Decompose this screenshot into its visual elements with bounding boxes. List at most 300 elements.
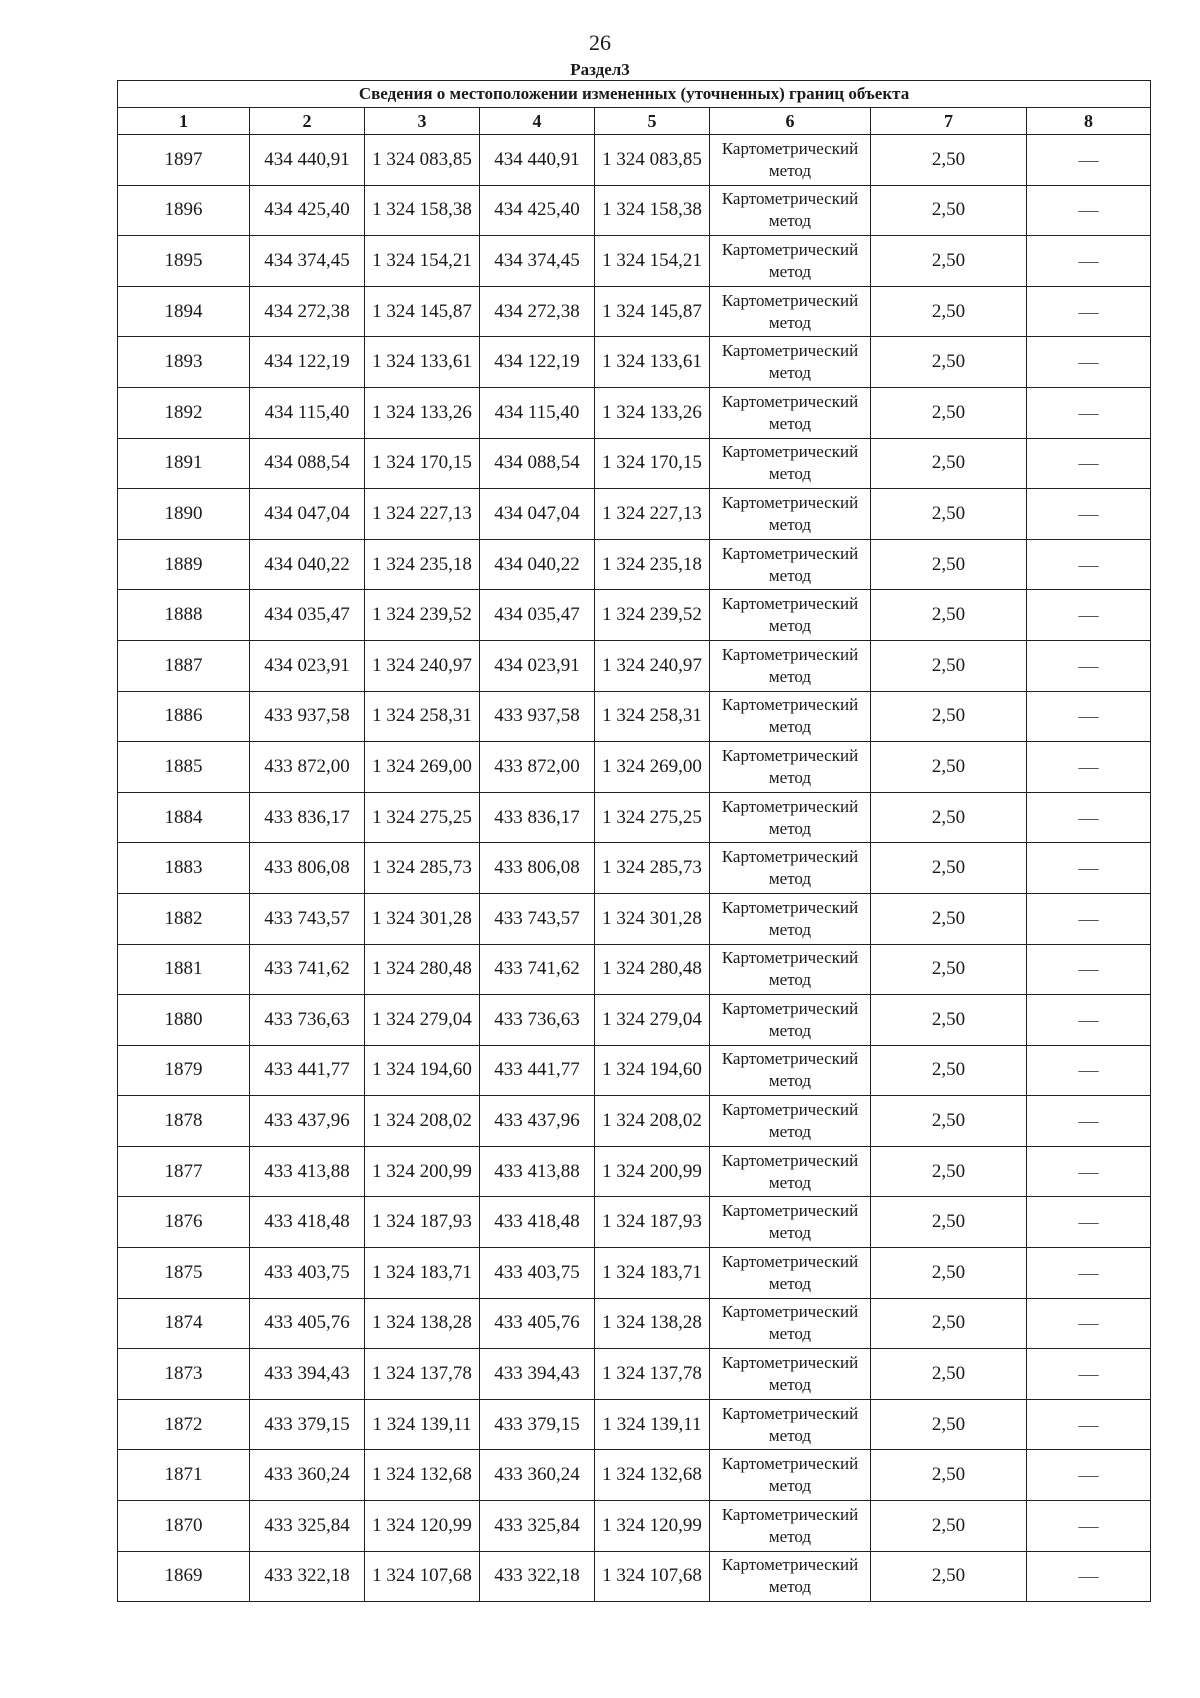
table-row	[118, 1045, 1151, 1096]
method-text: Картометрический метод	[721, 1403, 859, 1445]
point-number-cell: 1888	[118, 590, 250, 641]
x-coordinate-new-cell: 433 743,57	[480, 893, 595, 944]
point-number-cell: 1890	[118, 489, 250, 540]
table-row	[118, 1450, 1151, 1501]
y-coordinate-new-cell: 1 324 240,97	[595, 640, 710, 691]
x-coordinate-existing-cell: 433 403,75	[250, 1248, 365, 1299]
method-text: Картометрический метод	[721, 543, 859, 585]
x-coordinate-new-cell: 434 122,19	[480, 337, 595, 388]
note-cell: —	[1027, 539, 1151, 590]
x-coordinate-new-cell: 434 115,40	[480, 387, 595, 438]
method-text: Картометрический метод	[721, 1555, 859, 1597]
point-number-cell: 1869	[118, 1551, 250, 1602]
table-row	[118, 135, 1151, 186]
x-coordinate-new-cell: 433 836,17	[480, 792, 595, 843]
y-coordinate-new-cell: 1 324 132,68	[595, 1450, 710, 1501]
accuracy-cell: 2,50	[871, 539, 1027, 590]
note-cell: —	[1027, 387, 1151, 438]
y-coordinate-new-cell: 1 324 280,48	[595, 944, 710, 995]
x-coordinate-new-cell: 433 403,75	[480, 1248, 595, 1299]
x-coordinate-existing-cell: 433 741,62	[250, 944, 365, 995]
table-row	[118, 438, 1151, 489]
method-text: Картометрический метод	[721, 847, 859, 889]
x-coordinate-existing-cell: 433 437,96	[250, 1096, 365, 1147]
accuracy-cell: 2,50	[871, 944, 1027, 995]
y-coordinate-new-cell: 1 324 170,15	[595, 438, 710, 489]
x-coordinate-new-cell: 433 405,76	[480, 1298, 595, 1349]
accuracy-cell: 2,50	[871, 1501, 1027, 1552]
x-coordinate-new-cell: 434 035,47	[480, 590, 595, 641]
y-coordinate-new-cell: 1 324 154,21	[595, 236, 710, 287]
column-number: 7	[871, 108, 1027, 135]
x-coordinate-new-cell: 434 047,04	[480, 489, 595, 540]
point-number-cell: 1885	[118, 742, 250, 793]
x-coordinate-existing-cell: 434 023,91	[250, 640, 365, 691]
method-text: Картометрический метод	[721, 341, 859, 383]
note-cell: —	[1027, 843, 1151, 894]
note-cell: —	[1027, 489, 1151, 540]
table-row	[118, 236, 1151, 287]
table-row	[118, 286, 1151, 337]
y-coordinate-existing-cell: 1 324 227,13	[365, 489, 480, 540]
note-cell: —	[1027, 944, 1151, 995]
y-coordinate-new-cell: 1 324 194,60	[595, 1045, 710, 1096]
method-text: Картометрический метод	[721, 745, 859, 787]
y-coordinate-existing-cell: 1 324 269,00	[365, 742, 480, 793]
method-text: Картометрический метод	[721, 1454, 859, 1496]
accuracy-cell: 2,50	[871, 1248, 1027, 1299]
x-coordinate-existing-cell: 434 440,91	[250, 135, 365, 186]
note-cell: —	[1027, 640, 1151, 691]
point-number-cell: 1872	[118, 1399, 250, 1450]
x-coordinate-new-cell: 434 272,38	[480, 286, 595, 337]
x-coordinate-new-cell: 433 741,62	[480, 944, 595, 995]
note-cell: —	[1027, 236, 1151, 287]
method-cell	[710, 742, 871, 793]
table-row	[118, 893, 1151, 944]
method-text: Картометрический метод	[721, 1302, 859, 1344]
method-text: Картометрический метод	[721, 695, 859, 737]
method-cell	[710, 590, 871, 641]
accuracy-cell: 2,50	[871, 1349, 1027, 1400]
y-coordinate-new-cell: 1 324 145,87	[595, 286, 710, 337]
method-cell	[710, 1298, 871, 1349]
method-text: Картометрический метод	[721, 998, 859, 1040]
method-cell	[710, 489, 871, 540]
method-cell	[710, 1450, 871, 1501]
accuracy-cell: 2,50	[871, 843, 1027, 894]
y-coordinate-new-cell: 1 324 258,31	[595, 691, 710, 742]
table-row	[118, 1096, 1151, 1147]
x-coordinate-new-cell: 433 937,58	[480, 691, 595, 742]
point-number-cell: 1893	[118, 337, 250, 388]
method-cell	[710, 944, 871, 995]
x-coordinate-existing-cell: 434 122,19	[250, 337, 365, 388]
y-coordinate-existing-cell: 1 324 158,38	[365, 185, 480, 236]
y-coordinate-new-cell: 1 324 133,26	[595, 387, 710, 438]
method-cell	[710, 135, 871, 186]
method-cell	[710, 236, 871, 287]
method-text: Картометрический метод	[721, 239, 859, 281]
method-text: Картометрический метод	[721, 1504, 859, 1546]
point-number-cell: 1881	[118, 944, 250, 995]
accuracy-cell: 2,50	[871, 438, 1027, 489]
y-coordinate-new-cell: 1 324 139,11	[595, 1399, 710, 1450]
note-cell: —	[1027, 1399, 1151, 1450]
method-text: Картометрический метод	[721, 594, 859, 636]
table-row	[118, 539, 1151, 590]
accuracy-cell: 2,50	[871, 135, 1027, 186]
note-cell: —	[1027, 893, 1151, 944]
column-number: 1	[118, 108, 250, 135]
note-cell: —	[1027, 590, 1151, 641]
table-row	[118, 337, 1151, 388]
x-coordinate-existing-cell: 434 374,45	[250, 236, 365, 287]
note-cell: —	[1027, 1096, 1151, 1147]
method-cell	[710, 1349, 871, 1400]
coordinates-table	[117, 80, 1151, 1602]
method-cell	[710, 286, 871, 337]
column-number: 4	[480, 108, 595, 135]
accuracy-cell: 2,50	[871, 489, 1027, 540]
x-coordinate-new-cell: 433 322,18	[480, 1551, 595, 1602]
table-row	[118, 1146, 1151, 1197]
point-number-cell: 1891	[118, 438, 250, 489]
y-coordinate-existing-cell: 1 324 301,28	[365, 893, 480, 944]
x-coordinate-existing-cell: 434 115,40	[250, 387, 365, 438]
point-number-cell: 1884	[118, 792, 250, 843]
method-cell	[710, 1399, 871, 1450]
y-coordinate-existing-cell: 1 324 183,71	[365, 1248, 480, 1299]
note-cell: —	[1027, 337, 1151, 388]
x-coordinate-existing-cell: 433 736,63	[250, 995, 365, 1046]
y-coordinate-existing-cell: 1 324 258,31	[365, 691, 480, 742]
method-cell	[710, 1045, 871, 1096]
y-coordinate-existing-cell: 1 324 280,48	[365, 944, 480, 995]
accuracy-cell: 2,50	[871, 1096, 1027, 1147]
point-number-cell: 1889	[118, 539, 250, 590]
y-coordinate-existing-cell: 1 324 194,60	[365, 1045, 480, 1096]
accuracy-cell: 2,50	[871, 337, 1027, 388]
y-coordinate-existing-cell: 1 324 208,02	[365, 1096, 480, 1147]
method-cell	[710, 1197, 871, 1248]
column-number-row	[118, 108, 1151, 135]
x-coordinate-new-cell: 433 441,77	[480, 1045, 595, 1096]
method-cell	[710, 387, 871, 438]
y-coordinate-existing-cell: 1 324 132,68	[365, 1450, 480, 1501]
x-coordinate-new-cell: 434 023,91	[480, 640, 595, 691]
x-coordinate-new-cell: 433 394,43	[480, 1349, 595, 1400]
table-caption-row	[118, 81, 1151, 108]
point-number-cell: 1876	[118, 1197, 250, 1248]
method-text: Картометрический метод	[721, 1100, 859, 1142]
y-coordinate-new-cell: 1 324 183,71	[595, 1248, 710, 1299]
point-number-cell: 1875	[118, 1248, 250, 1299]
point-number-cell: 1874	[118, 1298, 250, 1349]
method-cell	[710, 995, 871, 1046]
table-row	[118, 742, 1151, 793]
x-coordinate-existing-cell: 433 413,88	[250, 1146, 365, 1197]
note-cell: —	[1027, 1298, 1151, 1349]
point-number-cell: 1894	[118, 286, 250, 337]
point-number-cell: 1870	[118, 1501, 250, 1552]
x-coordinate-existing-cell: 433 322,18	[250, 1551, 365, 1602]
x-coordinate-existing-cell: 433 360,24	[250, 1450, 365, 1501]
y-coordinate-existing-cell: 1 324 083,85	[365, 135, 480, 186]
table-row	[118, 640, 1151, 691]
method-text: Картометрический метод	[721, 492, 859, 534]
accuracy-cell: 2,50	[871, 691, 1027, 742]
y-coordinate-existing-cell: 1 324 240,97	[365, 640, 480, 691]
column-number: 8	[1027, 108, 1151, 135]
y-coordinate-new-cell: 1 324 083,85	[595, 135, 710, 186]
point-number-cell: 1882	[118, 893, 250, 944]
accuracy-cell: 2,50	[871, 1146, 1027, 1197]
method-text: Картометрический метод	[721, 1353, 859, 1395]
column-number: 3	[365, 108, 480, 135]
x-coordinate-new-cell: 433 437,96	[480, 1096, 595, 1147]
y-coordinate-new-cell: 1 324 239,52	[595, 590, 710, 641]
table-row	[118, 995, 1151, 1046]
y-coordinate-existing-cell: 1 324 279,04	[365, 995, 480, 1046]
x-coordinate-existing-cell: 434 047,04	[250, 489, 365, 540]
method-text: Картометрический метод	[721, 796, 859, 838]
y-coordinate-new-cell: 1 324 158,38	[595, 185, 710, 236]
method-cell	[710, 1146, 871, 1197]
table-row	[118, 1248, 1151, 1299]
y-coordinate-existing-cell: 1 324 239,52	[365, 590, 480, 641]
method-cell	[710, 1551, 871, 1602]
note-cell: —	[1027, 691, 1151, 742]
method-text: Картометрический метод	[721, 1251, 859, 1293]
accuracy-cell: 2,50	[871, 590, 1027, 641]
x-coordinate-existing-cell: 433 379,15	[250, 1399, 365, 1450]
method-text: Картометрический метод	[721, 1201, 859, 1243]
table-row	[118, 185, 1151, 236]
column-number: 5	[595, 108, 710, 135]
x-coordinate-new-cell: 434 440,91	[480, 135, 595, 186]
note-cell: —	[1027, 742, 1151, 793]
note-cell: —	[1027, 1551, 1151, 1602]
table-caption: Сведения о местоположении измененных (уточненных) границ объекта	[118, 81, 1151, 108]
table-row	[118, 843, 1151, 894]
y-coordinate-new-cell: 1 324 275,25	[595, 792, 710, 843]
x-coordinate-new-cell: 433 736,63	[480, 995, 595, 1046]
method-cell	[710, 691, 871, 742]
table-row	[118, 1197, 1151, 1248]
accuracy-cell: 2,50	[871, 236, 1027, 287]
x-coordinate-existing-cell: 434 088,54	[250, 438, 365, 489]
x-coordinate-existing-cell: 433 836,17	[250, 792, 365, 843]
y-coordinate-existing-cell: 1 324 285,73	[365, 843, 480, 894]
x-coordinate-new-cell: 433 360,24	[480, 1450, 595, 1501]
x-coordinate-new-cell: 434 374,45	[480, 236, 595, 287]
point-number-cell: 1880	[118, 995, 250, 1046]
point-number-cell: 1877	[118, 1146, 250, 1197]
y-coordinate-existing-cell: 1 324 200,99	[365, 1146, 480, 1197]
table-row	[118, 691, 1151, 742]
method-text: Картометрический метод	[721, 897, 859, 939]
x-coordinate-new-cell: 434 425,40	[480, 185, 595, 236]
method-text: Картометрический метод	[721, 442, 859, 484]
method-text: Картометрический метод	[721, 138, 859, 180]
y-coordinate-existing-cell: 1 324 275,25	[365, 792, 480, 843]
table-row	[118, 387, 1151, 438]
accuracy-cell: 2,50	[871, 640, 1027, 691]
accuracy-cell: 2,50	[871, 995, 1027, 1046]
y-coordinate-existing-cell: 1 324 170,15	[365, 438, 480, 489]
y-coordinate-new-cell: 1 324 285,73	[595, 843, 710, 894]
point-number-cell: 1887	[118, 640, 250, 691]
accuracy-cell: 2,50	[871, 1450, 1027, 1501]
x-coordinate-new-cell: 433 418,48	[480, 1197, 595, 1248]
y-coordinate-new-cell: 1 324 187,93	[595, 1197, 710, 1248]
method-text: Картометрический метод	[721, 391, 859, 433]
table-row	[118, 1349, 1151, 1400]
y-coordinate-new-cell: 1 324 227,13	[595, 489, 710, 540]
y-coordinate-existing-cell: 1 324 133,26	[365, 387, 480, 438]
method-text: Картометрический метод	[721, 948, 859, 990]
method-text: Картометрический метод	[721, 644, 859, 686]
y-coordinate-existing-cell: 1 324 187,93	[365, 1197, 480, 1248]
x-coordinate-existing-cell: 433 394,43	[250, 1349, 365, 1400]
x-coordinate-existing-cell: 433 325,84	[250, 1501, 365, 1552]
point-number-cell: 1883	[118, 843, 250, 894]
x-coordinate-existing-cell: 433 937,58	[250, 691, 365, 742]
page-number: 26	[589, 30, 611, 55]
x-coordinate-existing-cell: 433 806,08	[250, 843, 365, 894]
y-coordinate-existing-cell: 1 324 120,99	[365, 1501, 480, 1552]
table-row	[118, 489, 1151, 540]
note-cell: —	[1027, 1146, 1151, 1197]
note-cell: —	[1027, 185, 1151, 236]
note-cell: —	[1027, 995, 1151, 1046]
y-coordinate-new-cell: 1 324 133,61	[595, 337, 710, 388]
y-coordinate-existing-cell: 1 324 133,61	[365, 337, 480, 388]
method-cell	[710, 1248, 871, 1299]
y-coordinate-existing-cell: 1 324 139,11	[365, 1399, 480, 1450]
note-cell: —	[1027, 286, 1151, 337]
table-row	[118, 1551, 1151, 1602]
note-cell: —	[1027, 1045, 1151, 1096]
y-coordinate-existing-cell: 1 324 138,28	[365, 1298, 480, 1349]
x-coordinate-new-cell: 433 379,15	[480, 1399, 595, 1450]
point-number-cell: 1897	[118, 135, 250, 186]
y-coordinate-new-cell: 1 324 301,28	[595, 893, 710, 944]
y-coordinate-new-cell: 1 324 269,00	[595, 742, 710, 793]
method-cell	[710, 185, 871, 236]
table-row	[118, 590, 1151, 641]
note-cell: —	[1027, 1349, 1151, 1400]
note-cell: —	[1027, 792, 1151, 843]
table-row	[118, 792, 1151, 843]
note-cell: —	[1027, 438, 1151, 489]
point-number-cell: 1892	[118, 387, 250, 438]
y-coordinate-existing-cell: 1 324 154,21	[365, 236, 480, 287]
accuracy-cell: 2,50	[871, 1045, 1027, 1096]
y-coordinate-existing-cell: 1 324 137,78	[365, 1349, 480, 1400]
x-coordinate-existing-cell: 434 272,38	[250, 286, 365, 337]
point-number-cell: 1895	[118, 236, 250, 287]
column-number: 6	[710, 108, 871, 135]
table-row	[118, 1501, 1151, 1552]
x-coordinate-new-cell: 434 088,54	[480, 438, 595, 489]
accuracy-cell: 2,50	[871, 1197, 1027, 1248]
table-row	[118, 1399, 1151, 1450]
note-cell: —	[1027, 135, 1151, 186]
note-cell: —	[1027, 1197, 1151, 1248]
method-cell	[710, 539, 871, 590]
y-coordinate-new-cell: 1 324 137,78	[595, 1349, 710, 1400]
method-text: Картометрический метод	[721, 290, 859, 332]
accuracy-cell: 2,50	[871, 185, 1027, 236]
note-cell: —	[1027, 1501, 1151, 1552]
accuracy-cell: 2,50	[871, 1399, 1027, 1450]
accuracy-cell: 2,50	[871, 1298, 1027, 1349]
y-coordinate-new-cell: 1 324 235,18	[595, 539, 710, 590]
y-coordinate-existing-cell: 1 324 145,87	[365, 286, 480, 337]
x-coordinate-existing-cell: 433 743,57	[250, 893, 365, 944]
x-coordinate-new-cell: 433 872,00	[480, 742, 595, 793]
point-number-cell: 1873	[118, 1349, 250, 1400]
accuracy-cell: 2,50	[871, 792, 1027, 843]
point-number-cell: 1878	[118, 1096, 250, 1147]
accuracy-cell: 2,50	[871, 387, 1027, 438]
y-coordinate-new-cell: 1 324 120,99	[595, 1501, 710, 1552]
accuracy-cell: 2,50	[871, 893, 1027, 944]
y-coordinate-new-cell: 1 324 200,99	[595, 1146, 710, 1197]
y-coordinate-new-cell: 1 324 138,28	[595, 1298, 710, 1349]
x-coordinate-new-cell: 433 413,88	[480, 1146, 595, 1197]
y-coordinate-existing-cell: 1 324 107,68	[365, 1551, 480, 1602]
point-number-cell: 1879	[118, 1045, 250, 1096]
method-cell	[710, 843, 871, 894]
method-cell	[710, 792, 871, 843]
x-coordinate-new-cell: 434 040,22	[480, 539, 595, 590]
x-coordinate-existing-cell: 433 441,77	[250, 1045, 365, 1096]
method-cell	[710, 1501, 871, 1552]
method-cell	[710, 438, 871, 489]
x-coordinate-new-cell: 433 806,08	[480, 843, 595, 894]
y-coordinate-new-cell: 1 324 107,68	[595, 1551, 710, 1602]
accuracy-cell: 2,50	[871, 742, 1027, 793]
table-body	[118, 135, 1151, 1602]
y-coordinate-new-cell: 1 324 279,04	[595, 995, 710, 1046]
method-text: Картометрический метод	[721, 189, 859, 231]
column-number: 2	[250, 108, 365, 135]
note-cell: —	[1027, 1248, 1151, 1299]
x-coordinate-existing-cell: 434 425,40	[250, 185, 365, 236]
table-row	[118, 944, 1151, 995]
point-number-cell: 1871	[118, 1450, 250, 1501]
section-title: Раздел3	[570, 60, 630, 79]
y-coordinate-existing-cell: 1 324 235,18	[365, 539, 480, 590]
x-coordinate-existing-cell: 433 405,76	[250, 1298, 365, 1349]
method-text: Картометрический метод	[721, 1150, 859, 1192]
method-cell	[710, 337, 871, 388]
note-cell: —	[1027, 1450, 1151, 1501]
x-coordinate-existing-cell: 434 040,22	[250, 539, 365, 590]
method-cell	[710, 640, 871, 691]
accuracy-cell: 2,50	[871, 1551, 1027, 1602]
method-cell	[710, 1096, 871, 1147]
accuracy-cell: 2,50	[871, 286, 1027, 337]
point-number-cell: 1896	[118, 185, 250, 236]
point-number-cell: 1886	[118, 691, 250, 742]
x-coordinate-existing-cell: 434 035,47	[250, 590, 365, 641]
method-cell	[710, 893, 871, 944]
table-row	[118, 1298, 1151, 1349]
